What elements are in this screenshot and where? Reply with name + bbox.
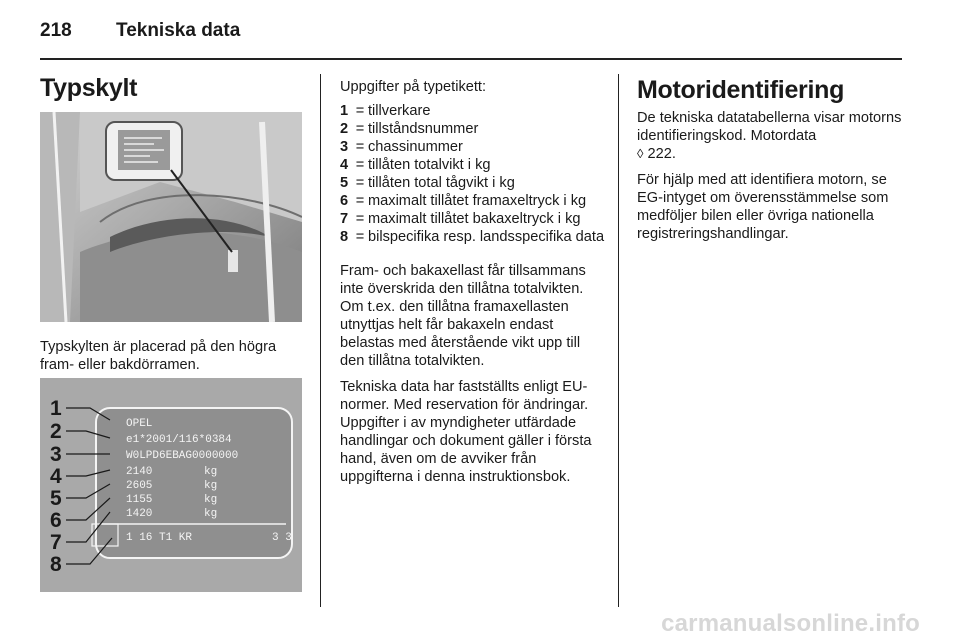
item-number: 6 [340,193,349,209]
item-text: tillverkare [368,103,431,119]
plate-unit: kg [204,494,218,506]
plate-unit: kg [204,466,218,478]
item-number: 8 [340,229,349,245]
technical-data-paragraph: Tekniska data har fastställts enligt EU-normer. Med reservation för ändringar. Uppgifter i av myndigheter utfärdade handlingar och dokument gäller i första hand, även om de avviker från uppgifterna i denna instruktionsbok. [340,379,592,485]
doc-title: Tekniska data [116,20,241,41]
item-text: chassinummer [368,139,463,155]
list-item: 7 = maximalt tillåtet bakaxeltryck i kg [340,210,605,228]
plate-line-2: e1*2001/116*0384 [126,434,232,446]
list-item: 1 = tillverkare [340,102,605,120]
callout-1: 1 [50,397,62,420]
axle-load-paragraph: Fram- och bakaxellast får tillsammans inte överskrida den tillåtna totalvikten. Om t.ex. den tillåtna framaxellasten utnyttjas helt får bakaxeln endast belastas med återstående vikt upp till den tillåtna totalvikten. [340,263,586,369]
list-item: 5 = tillåten total tågvikt i kg [340,174,605,192]
plate-bottom-right: 3 3 [272,532,292,544]
engine-id-paragraph [637,109,905,163]
plate-line-4: 2140 [126,466,153,478]
item-number: 1 [340,103,349,119]
item-number: 3 [340,139,349,155]
legend-list [340,102,605,246]
callout-4: 4 [50,465,62,488]
plate-line-7: 1420 [126,508,153,520]
list-item: 6 = maximalt tillåtet framaxeltryck i kg [340,192,605,210]
list-item: 2 = tillståndsnummer [340,120,605,138]
list-item: 8 = bilspecifika resp. landsspecifika data [340,229,605,245]
page-number: 218 [40,20,72,41]
plate-line-6: 1155 [126,494,153,506]
plate-line-3: W0LPD6EBAG0000000 [126,450,239,462]
engine-id-text: De tekniska datatabellerna visar motorns identifieringskod. Motordata [637,110,902,144]
page-reference-icon: ◊ [637,146,644,161]
plate-line-5: 2605 [126,480,153,492]
item-text: tillståndsnummer [368,121,479,137]
watermark: carmanualsonline.info [661,610,920,637]
section-heading: Typskylt [40,74,138,102]
header-rule [40,58,902,60]
callout-2: 2 [50,420,62,443]
callout-7: 7 [50,531,62,554]
callout-5: 5 [50,487,62,510]
item-number: 4 [340,157,349,173]
item-text: tillåten totalvikt i kg [368,157,491,173]
list-item: 3 = chassinummer [340,138,605,156]
list-intro: Uppgifter på typetikett: [340,79,487,95]
list-item: 4 = tillåten totalvikt i kg [340,156,605,174]
item-text: maximalt tillåtet framaxeltryck i kg [368,193,587,209]
plate-unit: kg [204,480,218,492]
engine-help-paragraph: För hjälp med att identifiera motorn, se EG-intyget om överensstämmelse som medföljer bilen eller övriga nationella registreringshandlingar. [637,172,889,242]
photo-caption: Typskylten är placerad på den högra fram- eller bakdörramen. [40,339,277,373]
door-photo [40,112,302,322]
plate-line-1: OPEL [126,418,153,430]
item-number: 2 [340,121,349,137]
plate-unit: kg [204,508,218,520]
item-number: 5 [340,175,349,191]
column-divider [320,74,321,607]
plate-bottom-left: 1 16 T1 KR [126,532,193,544]
item-text: tillåten total tågvikt i kg [368,175,515,191]
page-reference[interactable]: 222. [647,146,676,162]
item-number: 7 [340,211,349,227]
column-left [40,74,302,103]
callout-3: 3 [50,443,62,466]
column-right [637,76,905,243]
column-middle [340,78,605,486]
item-text: maximalt tillåtet bakaxeltryck i kg [368,211,581,227]
callout-6: 6 [50,509,62,532]
column-divider [618,74,619,607]
section-heading: Motoridentifiering [637,76,845,104]
type-plate-diagram [40,378,302,592]
item-text: bilspecifika resp. landsspecifika data [368,229,605,245]
callout-8: 8 [50,553,62,576]
